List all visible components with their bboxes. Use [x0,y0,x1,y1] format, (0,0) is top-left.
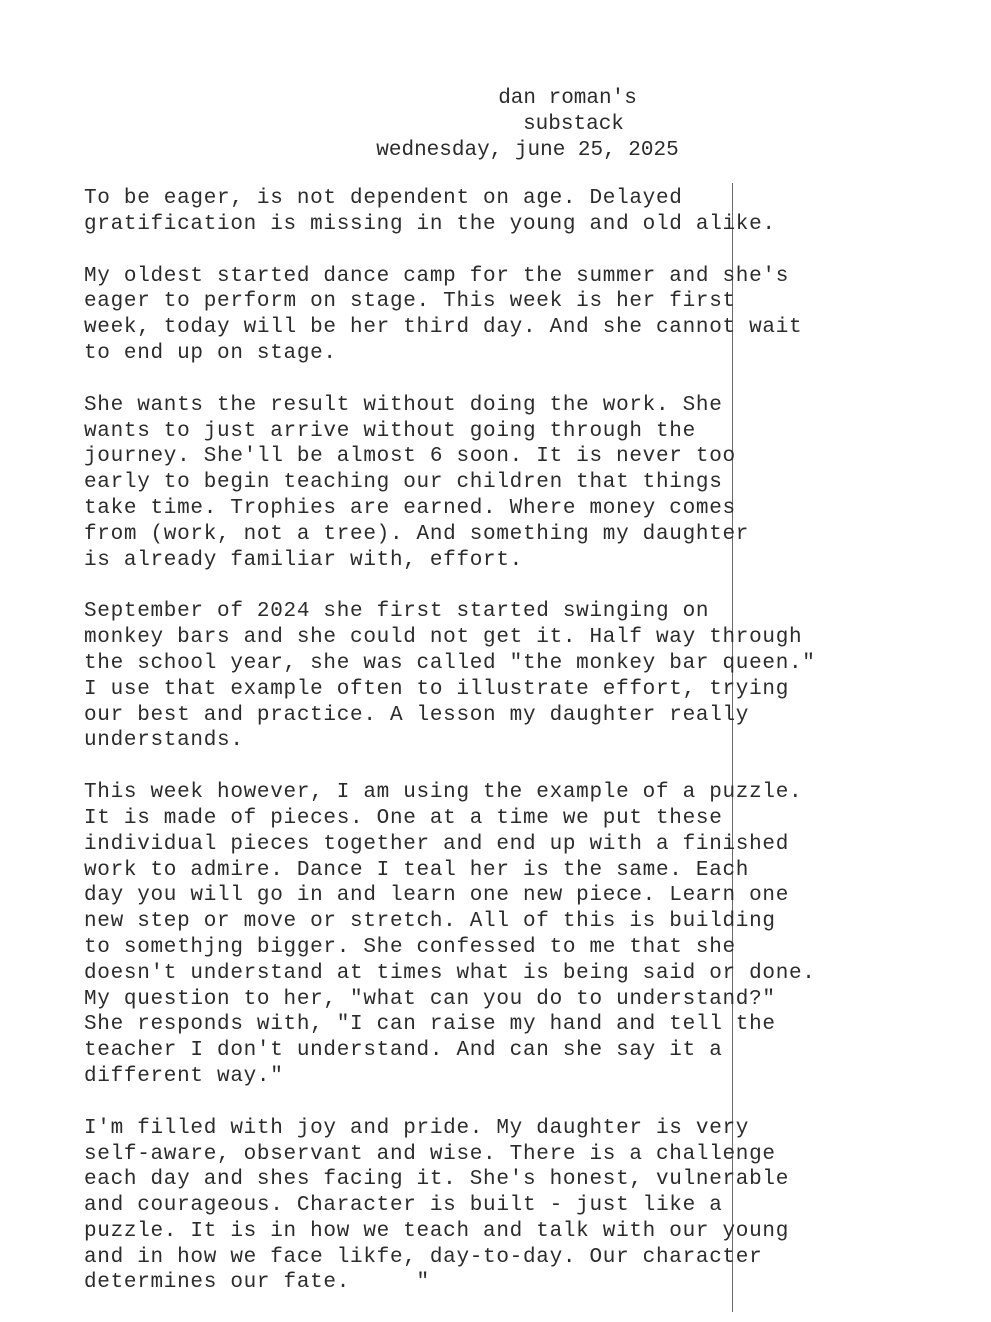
text-line: wants to just arrive without going through the [84,419,696,443]
date-line: wednesday, june 25, 2025 [376,139,679,162]
text-line: teacher I don't understand. And can she say it a [84,1039,723,1063]
text-line: This week however, I am using the example of a puzzle. [84,781,803,805]
text-line: determines our fate. " [84,1271,430,1295]
text-line: eager to perform on stage. This week is her first [84,290,736,314]
text-line: new step or move or stretch. All of this is building [84,910,776,934]
text-line: and courageous. Character is built - just like a [84,1194,723,1218]
text-line: take time. Trophies are earned. Where money comes [84,496,736,520]
text-line: understands. [84,729,244,753]
paragraph [84,780,964,1090]
text-line: is already familiar with, effort. [84,548,523,572]
text-line: the school year, she was called "the monkey bar queen." [84,651,816,675]
document-body [84,186,964,1322]
text-line: journey. She'll be almost 6 soon. It is never too [84,445,736,469]
text-line: puzzle. It is in how we teach and talk with our young [84,1219,790,1243]
paragraph [84,393,964,574]
document-header [0,86,991,164]
text-line: I'm filled with joy and pride. My daughter is very [84,1116,750,1140]
text-line: from (work, not a tree). And something my daughter [84,522,750,546]
text-line: My question to her, "what can you do to understand?" [84,987,776,1011]
text-line: My oldest started dance camp for the summer and she's [84,264,790,288]
text-line: I use that example often to illustrate effort, trying [84,677,790,701]
text-line: gratification is missing in the young and old alike. [84,212,776,236]
paragraph [84,186,964,238]
text-line: week, today will be her third day. And she cannot wait [84,316,803,340]
text-line: To be eager, is not dependent on age. Delayed [84,187,683,210]
text-line: different way." [84,1064,284,1088]
text-line: doesn't understand at times what is being said or done. [84,961,816,985]
text-line: to end up on stage. [84,341,337,365]
paragraph [84,1116,964,1297]
author-line: dan roman's [498,87,637,110]
text-line: individual pieces together and end up with a finished [84,832,790,856]
text-line: She wants the result without doing the work. She [84,393,723,417]
text-line: September of 2024 she first started swinging on [84,600,710,624]
paragraph [84,599,964,754]
text-line: early to begin teaching our children that things [84,471,723,495]
text-line: to somethjng bigger. She confessed to me that she [84,935,736,959]
text-line: work to admire. Dance I teal her is the same. Each [84,858,750,882]
text-line: each day and shes facing it. She's honest, vulnerable [84,1168,790,1192]
text-line: our best and practice. A lesson my daughter really [84,703,750,727]
text-line: day you will go in and learn one new piece. Learn one [84,884,790,908]
text-line: self-aware, observant and wise. There is a challenge [84,1142,776,1166]
text-line: It is made of pieces. One at a time we put these [84,806,723,830]
text-line: monkey bars and she could not get it. Half way through [84,626,803,650]
text-line: and in how we face likfe, day-to-day. Our character [84,1245,763,1269]
paragraph [84,264,964,367]
text-line: She responds with, "I can raise my hand and tell the [84,1013,776,1037]
publication-line: substack [523,113,624,136]
